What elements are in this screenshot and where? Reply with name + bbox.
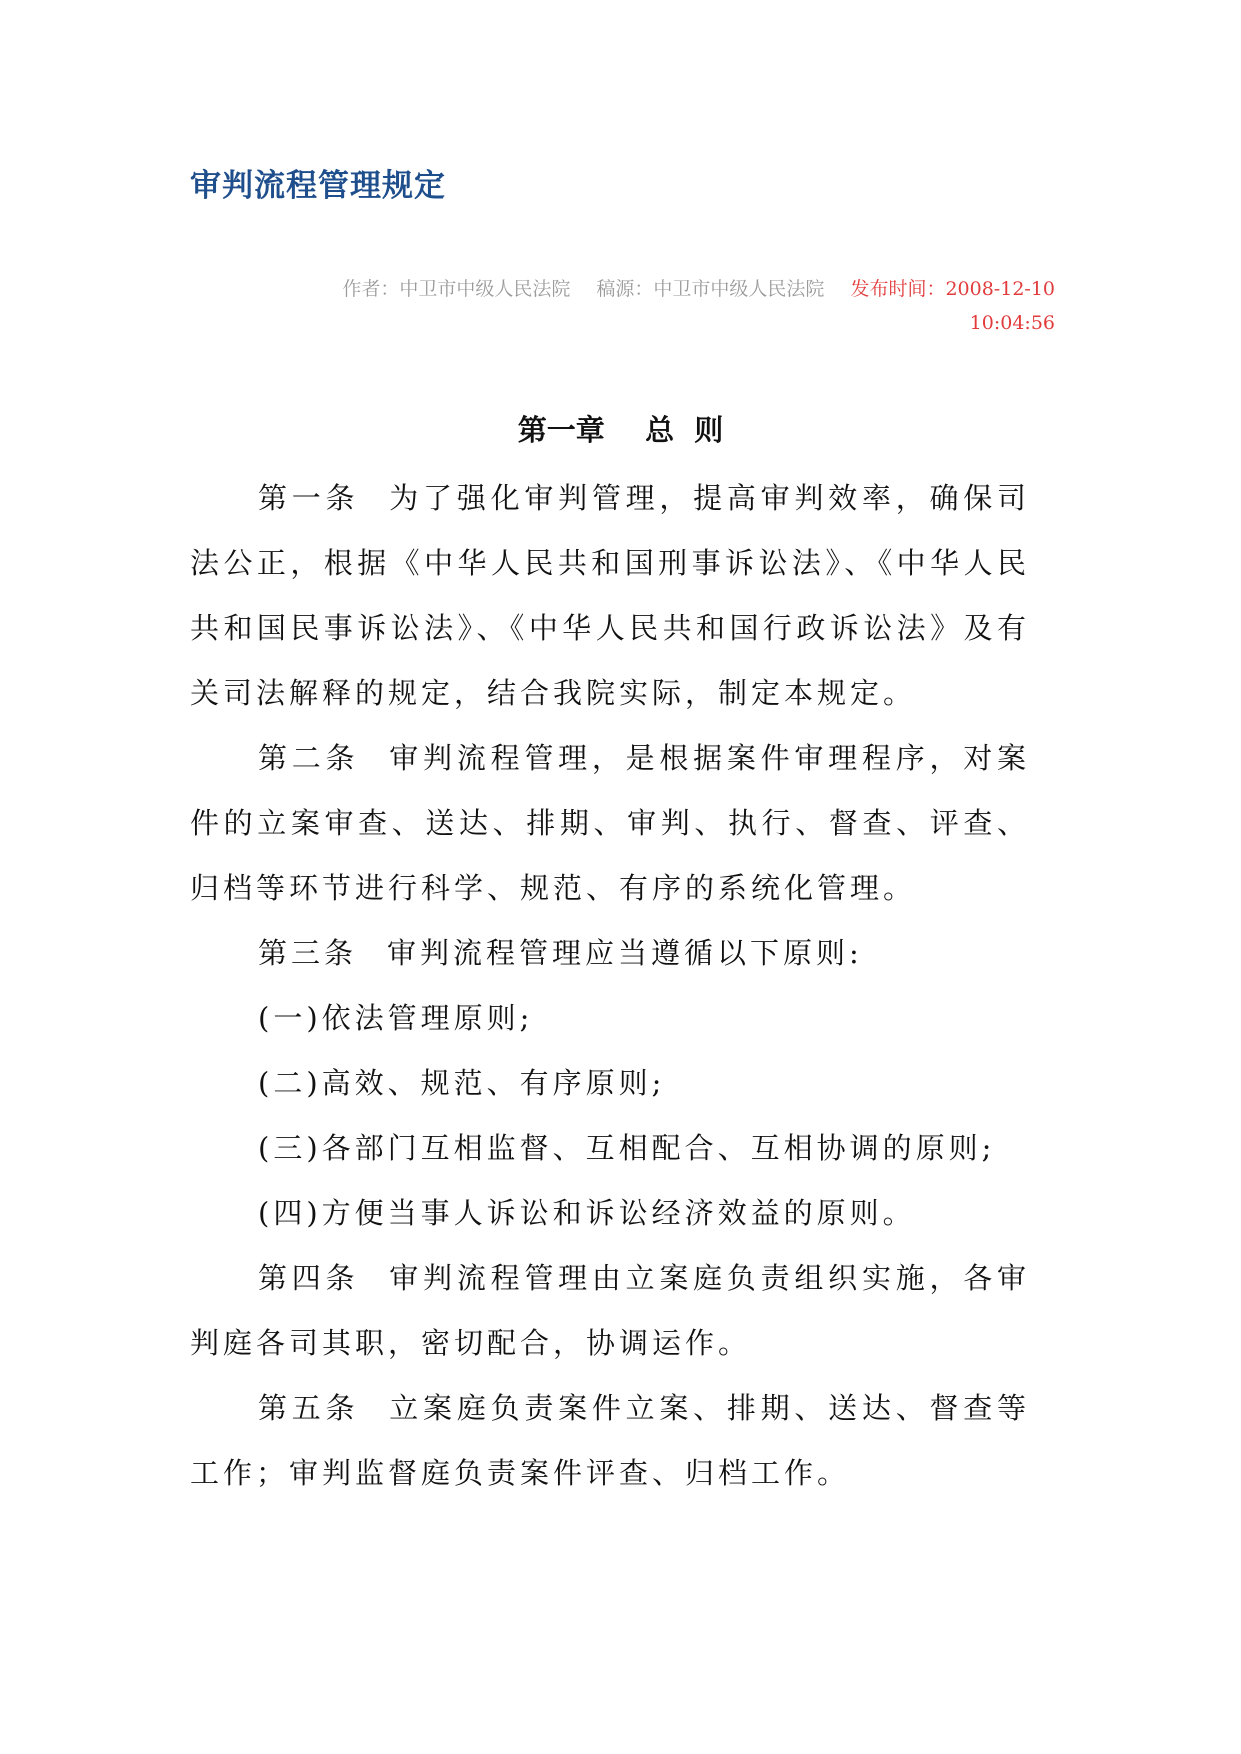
article-text: 审判流程管理由立案庭负责组织实施，各审判庭各司其职，密切配合，协调运作。 [190, 1261, 1030, 1360]
article-text: 为了强化审判管理，提高审判效率，确保司法公正，根据《中华人民共和国刑事诉讼法》、《中华人民共和国民事诉讼法》、《中华人民共和国行政诉讼法》及有关司法解释的规定，结合我院实际，制定本规定。 [190, 481, 1030, 710]
article-number: 第四条 [258, 1261, 360, 1295]
article-meta [235, 272, 1055, 340]
article-number: 第三条 [258, 936, 358, 970]
article-3 [190, 921, 1030, 986]
principle-4: (四)方便当事人诉讼和诉讼经济效益的原则。 [258, 1196, 916, 1230]
source-text: 稿源：中卫市中级人民法院 [596, 278, 825, 300]
publish-time: 10:04:56 [969, 312, 1055, 334]
article-number: 第五条 [258, 1391, 360, 1425]
principle-3: (三)各部门互相监督、互相配合、互相协调的原则; [258, 1131, 996, 1165]
article-text: 审判流程管理应当遵循以下原则: [387, 936, 863, 970]
article-2 [190, 726, 1030, 921]
article-number: 第二条 [258, 741, 360, 775]
article-number: 第一条 [258, 481, 360, 515]
article-text: 审判流程管理，是根据案件审理程序，对案件的立案审查、送达、排期、审判、执行、督查、评查、归档等环节进行科学、规范、有序的系统化管理。 [190, 741, 1030, 905]
article-5 [190, 1376, 1030, 1506]
document-title: 审判流程管理规定 [190, 168, 446, 204]
chapter-heading: 第一章 总 则 [517, 413, 724, 447]
principle-1: (一)依法管理原则; [258, 1001, 534, 1035]
publish-date: 2008-12-10 [945, 278, 1055, 300]
article-text: 立案庭负责案件立案、排期、送达、督查等工作；审判监督庭负责案件评查、归档工作。 [190, 1391, 1030, 1490]
article-1 [190, 466, 1030, 726]
publish-label: 发布时间： [850, 278, 946, 300]
document-body [190, 466, 1030, 1506]
author-text: 作者：中卫市中级人民法院 [342, 278, 571, 300]
principle-2: (二)高效、规范、有序原则; [258, 1066, 666, 1100]
article-4 [190, 1246, 1030, 1376]
